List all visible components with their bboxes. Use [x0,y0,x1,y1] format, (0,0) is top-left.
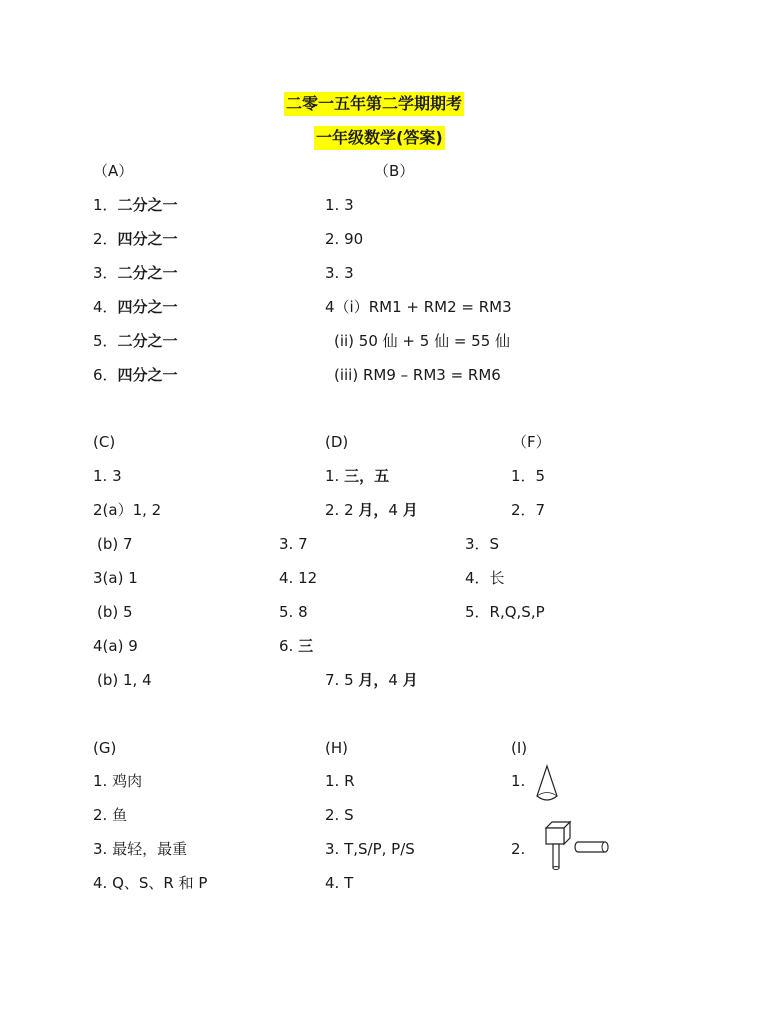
list-item: (ii) 50 仙 + 5 仙 = 55 仙 [334,332,511,350]
list-item: (b) 5 [97,603,133,621]
list-item: 3. 3 [325,264,354,282]
list-item: 2. 90 [325,230,364,248]
section-f-header: （F） [512,433,551,451]
list-item: 2(a）1, 2 [93,501,162,519]
section-g-header: (G) [93,739,117,757]
section-h-header: (H) [325,739,348,757]
list-item: 4. 12 [279,569,318,587]
list-item: 6．四分之一 [93,366,178,384]
list-item: 2. S [325,806,354,824]
section-d-header: (D) [325,433,349,451]
list-item: 7. 5 月，4 月 [325,671,418,689]
list-item: 2．7 [511,501,546,519]
list-item: 5．二分之一 [93,332,178,350]
list-item: (b) 1, 4 [97,671,152,689]
page-title: 二零一五年第二学期期考 [284,92,464,116]
list-item: 4．长 [465,569,505,587]
list-item: 6. 三 [279,637,314,655]
list-item: 2. 鱼 [93,806,128,824]
list-item: 4．四分之一 [93,298,178,316]
list-item: 4(a) 9 [93,637,138,655]
list-item: 5. 8 [279,603,308,621]
list-item: 2．四分之一 [93,230,178,248]
list-item: 4（i）RM1 + RM2 = RM3 [325,298,512,316]
list-item: 2. 2 月，4 月 [325,501,418,519]
list-item: 1. 三，五 [325,467,390,485]
list-item-num: 1. [511,772,526,790]
section-c-header: (C) [93,433,116,451]
list-item: (iii) RM9 – RM3 = RM6 [334,366,501,384]
list-item: 3. 最轻，最重 [93,840,188,858]
list-item: 3．二分之一 [93,264,178,282]
list-item: 3. T,S/P, P/S [325,840,415,858]
list-item: 3．S [465,535,500,553]
list-item: 3(a) 1 [93,569,138,587]
list-item: 1. R [325,772,355,790]
list-item: 1. 3 [325,196,354,214]
section-a-header: （A） [93,162,134,180]
list-item: 3. 7 [279,535,308,553]
cone-icon [534,764,560,804]
section-i-header: (I) [511,739,528,757]
list-item: 1．5 [511,467,546,485]
list-item: 1．二分之一 [93,196,178,214]
list-item-num: 2. [511,840,526,858]
list-item: 4. Q、S、R 和 P [93,874,208,892]
page-subtitle: 一年级数学(答案) [314,126,445,150]
list-item: (b) 7 [97,535,133,553]
list-item: 1. 3 [93,467,122,485]
section-b-header: （B） [374,162,415,180]
list-item: 1. 鸡肉 [93,772,143,790]
cube-cylinder-icon [540,818,612,872]
list-item: 4. T [325,874,354,892]
list-item: 5．R,Q,S,P [465,603,545,621]
